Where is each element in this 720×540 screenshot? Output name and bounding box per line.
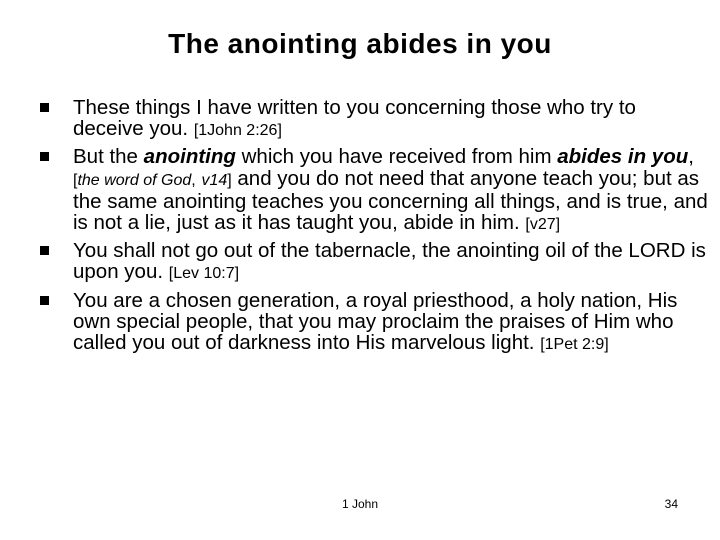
comma: , xyxy=(688,145,694,169)
bullet-text: You are a chosen generation, a royal priesthood, a holy nation, His own special people, that you may proclaim the praises of Him who called you out of darkness into His marvelous light. xyxy=(73,288,678,355)
scripture-reference: [1Pet 2:9] xyxy=(540,336,609,354)
bullet-text-rest: and you do not need that anyone teach you; but as the same anointing teaches you concerning all things, and is true, and is not a lie, just as it has taught you, abide in him. xyxy=(73,166,708,235)
page-number: 34 xyxy=(664,497,678,511)
bullet-text-lead: But the xyxy=(73,145,138,169)
square-bullet-icon xyxy=(40,152,49,161)
note-word-of-god: the word of God xyxy=(77,171,192,189)
note-separator: , xyxy=(191,171,196,189)
footer-book-title: 1 John xyxy=(341,497,379,511)
scripture-reference: [Lev 10:7] xyxy=(168,265,240,283)
slide-title: The anointing abides in you xyxy=(168,28,552,59)
bullet-item-1 xyxy=(40,97,708,141)
emphasis-abides-in-you: abides in you xyxy=(557,145,689,169)
emphasis-anointing: anointing xyxy=(143,145,236,169)
bullet-item-2 xyxy=(40,146,708,235)
bullet-list xyxy=(40,97,708,360)
scripture-reference: [1John 2:26] xyxy=(193,122,282,140)
note-open-bracket: [ xyxy=(73,171,78,189)
scripture-reference: [v27] xyxy=(525,216,561,234)
note-verse: v14 xyxy=(201,171,228,189)
square-bullet-icon xyxy=(40,246,49,255)
note-close-bracket: ] xyxy=(227,171,232,189)
bullet-text: These things I have written to you concerning those who try to deceive you. xyxy=(73,96,636,141)
bullet-item-3 xyxy=(40,240,708,284)
bullet-item-4 xyxy=(40,290,708,356)
bullet-text: You shall not go out of the tabernacle, the anointing oil of the LORD is upon you. xyxy=(73,239,706,284)
bullet-text-mid: which you have received from him xyxy=(241,145,552,169)
square-bullet-icon xyxy=(40,296,49,305)
square-bullet-icon xyxy=(40,103,49,112)
